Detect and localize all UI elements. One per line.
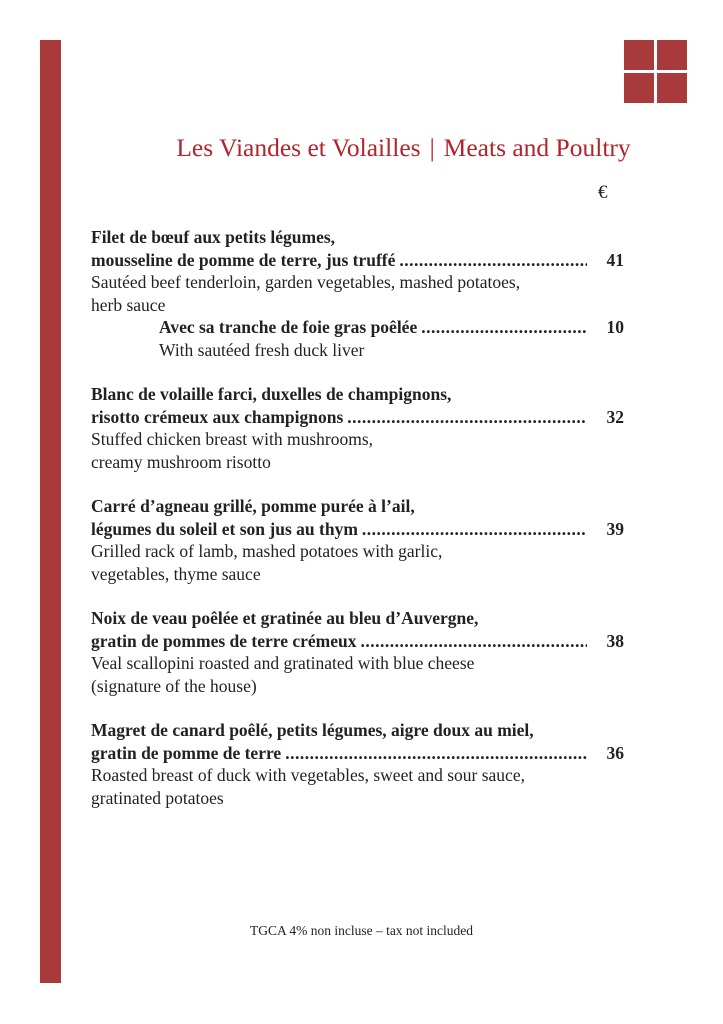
dish-description-en: herb sauce [91, 294, 166, 315]
left-accent-bar [40, 40, 61, 983]
tax-note: TGCA 4% non incluse – tax not included [249, 923, 474, 938]
dish-price: 38 [606, 630, 624, 651]
dish-description-en: Stuffed chicken breast with mushrooms, [91, 429, 374, 449]
menu-item [91, 495, 624, 585]
title-french: Les Viandes et Volailles [176, 133, 421, 162]
dish-description-en: gratinated potatoes [91, 787, 224, 808]
page-title [0, 133, 723, 163]
dish-name-fr: Carré d’agneau grillé, pomme purée à l’ail, [91, 496, 415, 516]
dish-name-fr: gratin de pomme de terre [91, 742, 282, 763]
dish-price-row [91, 249, 624, 272]
leader-dots [347, 406, 587, 429]
supplement-description-en: With sautéed fresh duck liver [159, 339, 365, 360]
dish-price: 36 [606, 742, 624, 763]
dish-price: 32 [606, 406, 624, 427]
dish-name-fr: légumes du soleil et son jus au thym [91, 518, 358, 539]
leader-dots [361, 630, 588, 653]
dish-name-fr: gratin de pommes de terre crémeux [91, 630, 357, 651]
dish-price: 41 [606, 249, 624, 270]
menu-item [91, 383, 624, 473]
leader-dots [421, 316, 587, 339]
dish-price-row [91, 742, 624, 765]
title-separator: | [429, 133, 435, 162]
menu-item [91, 607, 624, 697]
menu-item [91, 226, 624, 361]
leader-dots [362, 518, 587, 541]
dish-description-en: Sautéed beef tenderloin, garden vegetables, mashed potatoes, [91, 272, 521, 292]
dish-name-fr: Blanc de volaille farci, duxelles de champignons, [91, 384, 452, 404]
dish-description-en: Roasted breast of duck with vegetables, sweet and sour sauce, [91, 765, 525, 785]
menu-list [91, 226, 624, 831]
dish-name-fr: Noix de veau poêlée et gratinée au bleu d’Auvergne, [91, 608, 479, 628]
title-english: Meats and Poultry [443, 133, 631, 162]
dish-price-row [91, 518, 624, 541]
supplement [91, 316, 624, 361]
menu-item [91, 719, 624, 809]
supplement-name-fr: Avec sa tranche de foie gras poêlée [159, 317, 418, 337]
dish-description-en: (signature of the house) [91, 675, 257, 696]
dish-description-en: Grilled rack of lamb, mashed potatoes with garlic, [91, 541, 443, 561]
dish-price-row [91, 406, 624, 429]
dish-name-fr: Filet de bœuf aux petits légumes, [91, 227, 336, 247]
dish-name-fr: Magret de canard poêlé, petits légumes, aigre doux au miel, [91, 720, 534, 740]
dish-price: 39 [606, 518, 624, 539]
supplement-price-row [159, 316, 624, 339]
dish-description-en: Veal scallopini roasted and gratinated with blue cheese [91, 653, 475, 673]
currency-symbol: € [598, 182, 608, 203]
leader-dots [285, 742, 587, 765]
dish-name-fr: mousseline de pomme de terre, jus truffé [91, 249, 396, 270]
dish-name-fr: risotto crémeux aux champignons [91, 406, 344, 427]
supplement-price: 10 [606, 317, 624, 337]
leader-dots [399, 249, 587, 272]
dish-price-row [91, 630, 624, 653]
dish-description-en: vegetables, thyme sauce [91, 563, 261, 584]
dish-description-en: creamy mushroom risotto [91, 451, 271, 472]
logo-squares-icon [624, 40, 687, 103]
